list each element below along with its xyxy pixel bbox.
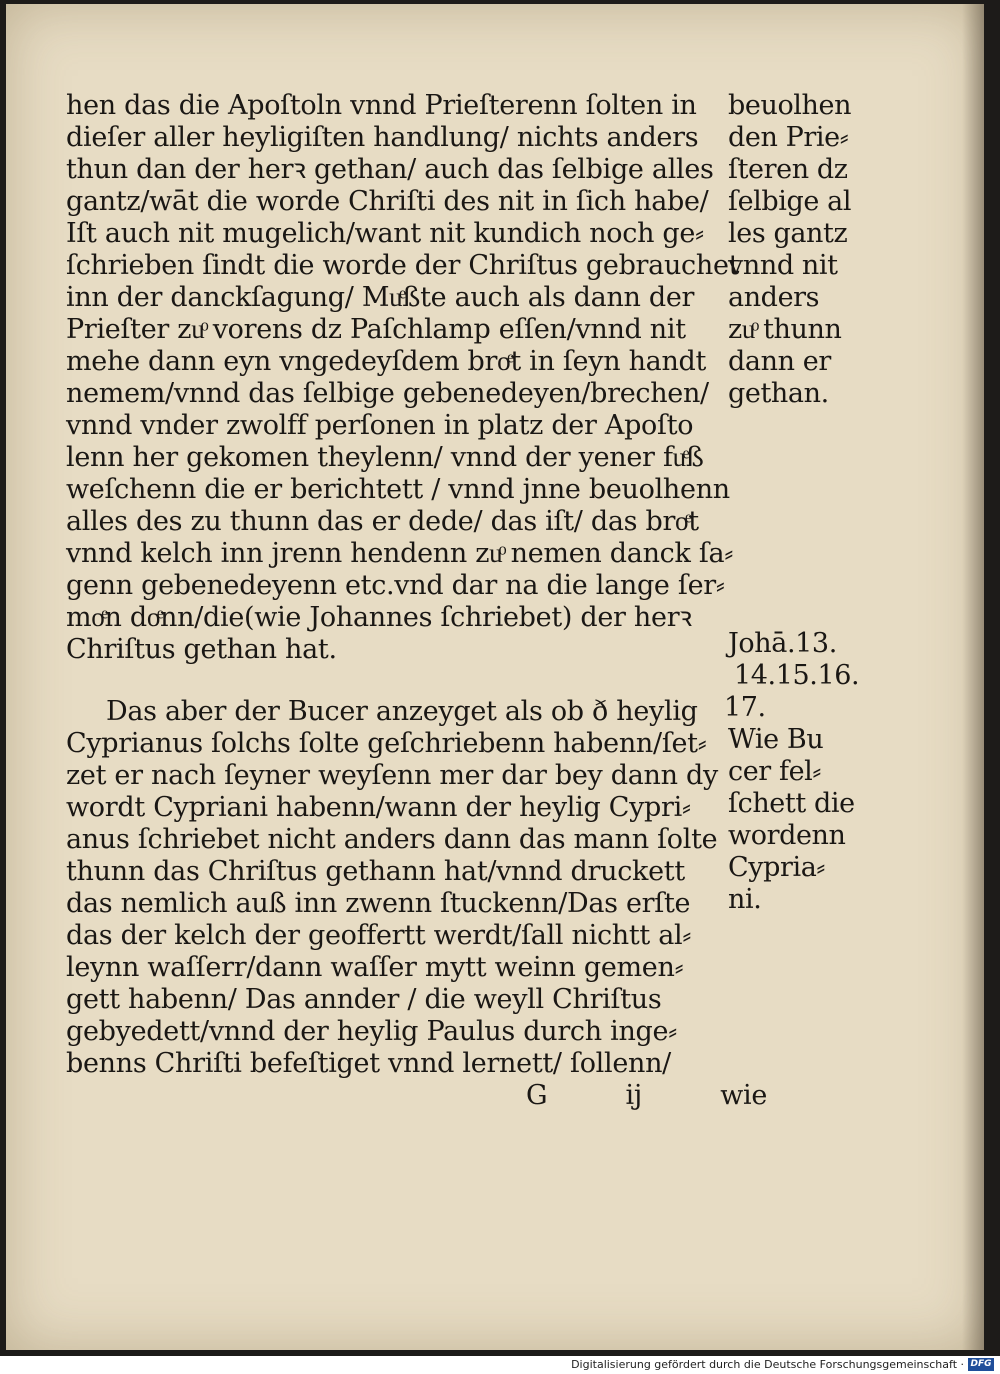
- text-line: gantz/wāt die worde Chriſti des nit in ſich habe/: [66, 186, 709, 217]
- text-line: moͤn doͤnn/die(wie Johannes ſchriebet) der herꝛ: [66, 602, 692, 633]
- page-gutter-shadow: [962, 4, 984, 1350]
- text-line: genn gebenedeyenn etc.vnd dar na die lange ſer⸗: [66, 570, 725, 601]
- text-line: thunn das Chriſtus gethann hat/vnnd druckett: [66, 856, 685, 887]
- margin-note-line: ſteren dz: [728, 154, 848, 185]
- margin-note-line: Johā.13.: [728, 628, 837, 659]
- text-line: Cyprianus ſolchs ſolte geſchriebenn habenn/ſet⸗: [66, 728, 707, 759]
- signature-catchword-line: G ij wie: [526, 1080, 768, 1111]
- text-line: Chriſtus gethan hat.: [66, 634, 337, 665]
- text-line: vnnd kelch inn jrenn hendenn zuͦ nemen danck ſa⸗: [66, 538, 734, 569]
- margin-note-line: zuͦ thunn: [728, 314, 842, 345]
- text-line: hen das die Apoſtoln vnnd Prieſterenn ſolten in: [66, 90, 697, 121]
- text-line: vnnd vnder zwolff perſonen in platz der Apoſto: [66, 410, 694, 441]
- margin-note-line: les gantz: [728, 218, 848, 249]
- margin-note-line: ni.: [728, 884, 762, 915]
- margin-note-line: anders: [728, 282, 820, 313]
- margin-note-line: beuolhen: [728, 90, 852, 121]
- margin-note-line: 14.15.16.: [734, 660, 860, 691]
- text-line: gebyedett/vnnd der heylig Paulus durch inge⸗: [66, 1016, 677, 1047]
- text-line: anus ſchriebet nicht anders dann das mann ſolte: [66, 824, 718, 855]
- text-line: das der kelch der geoffertt werdt/ſall nichtt al⸗: [66, 920, 692, 951]
- text-line: alles des zu thunn das er dede/ das iſt/ das broͤt: [66, 506, 699, 537]
- text-line: zet er nach ſeyner weyſenn mer dar bey dann dy: [66, 760, 718, 791]
- margin-note-line: ſchett die: [728, 788, 855, 819]
- text-line: benns Chriſti befeſtiget vnnd lernett/ ſollenn/: [66, 1048, 671, 1079]
- margin-note-line: gethan.: [728, 378, 829, 409]
- text-line: thun dan der herꝛ gethan/ auch das ſelbige alles: [66, 154, 714, 185]
- margin-note-line: Cypria⸗: [728, 852, 826, 883]
- margin-note-line: cer fel⸗: [728, 756, 821, 787]
- text-line: dieſer aller heyligiſten handlung/ nichts anders: [66, 122, 699, 153]
- text-line: das nemlich auß inn zwenn ſtuckenn/Das erſte: [66, 888, 691, 919]
- paragraph-start-line: Das aber der Bucer anzeyget als ob ð heylig: [106, 696, 698, 727]
- text-line: weſchenn die er berichtett / vnnd jnne beuolhenn: [66, 474, 730, 505]
- text-line: gett habenn/ Das annder / die weyll Chriſtus: [66, 984, 662, 1015]
- text-line: ſchrieben ſindt die worde der Chriſtus gebrauchet: [66, 250, 740, 281]
- text-line: leynn waſſerr/dann waſſer mytt weinn gemen⸗: [66, 952, 684, 983]
- text-line: nemem/vnnd das ſelbige gebenedeyen/brechen/: [66, 378, 709, 409]
- text-line: inn der danckſagung/ Muͤßte auch als dann der: [66, 282, 695, 313]
- text-line: mehe dann eyn vngedeyſdem broͤt in ſeyn handt: [66, 346, 707, 377]
- text-line: wordt Cypriani habenn/wann der heylig Cypri⸗: [66, 792, 691, 823]
- margin-note-line: den Prie⸗: [728, 122, 849, 153]
- text-line: Prieſter zuͦ vorens dz Paſchlamp eſſen/vnnd nit: [66, 314, 686, 345]
- dfg-credit-text: Digitalisierung gefördert durch die Deutsche Forschungsgemeinschaft ·: [571, 1358, 964, 1371]
- digitization-footer: [0, 1356, 1000, 1374]
- margin-note-line: dann er: [728, 346, 831, 377]
- book-page: [6, 4, 984, 1350]
- dfg-logo: DFG: [968, 1358, 994, 1371]
- margin-note-line: vnnd nit: [728, 250, 838, 281]
- text-line: Iſt auch nit mugelich/want nit kundich noch ge⸗: [66, 218, 704, 249]
- margin-note-line: Wie Bu: [728, 724, 824, 755]
- margin-note-line: 17.: [724, 692, 766, 723]
- margin-note-line: ſelbige al: [728, 186, 852, 217]
- text-line: lenn her gekomen theylenn/ vnnd der yener fuͤß: [66, 442, 704, 473]
- margin-note-line: wordenn: [728, 820, 846, 851]
